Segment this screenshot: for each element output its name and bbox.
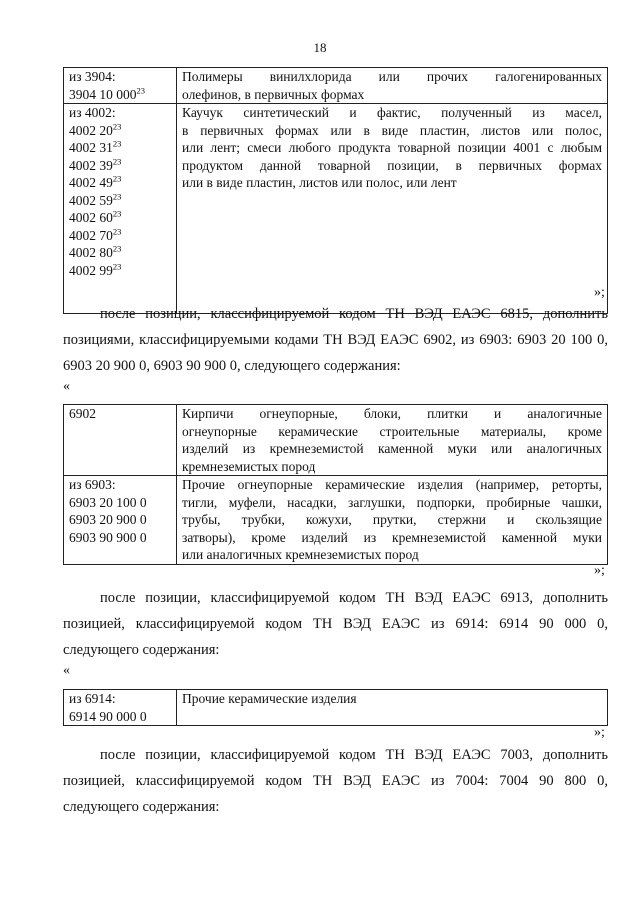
description-cell (177, 68, 608, 104)
description-line: или лент; смеси любого продукта товарной позиции 4001 с любым (182, 140, 602, 155)
tariff-code: 6903 90 900 0 (69, 529, 147, 545)
tariff-code: 6902 (69, 406, 96, 421)
code-cell (64, 68, 177, 104)
tariff-code: 4002 $60^{23}$ (69, 208, 122, 225)
paragraph-line: следующего содержания: (63, 799, 220, 815)
table-row (64, 104, 608, 314)
amendment-paragraph-3 (63, 742, 608, 820)
description-cell (177, 476, 608, 565)
tariff-code: 4002 $99^{23}$ (69, 261, 122, 278)
table-row (64, 690, 608, 726)
code-cell (64, 405, 177, 476)
tariff-code: 4002 $31^{23}$ (69, 138, 122, 155)
tariff-table-1 (63, 67, 608, 314)
description-line: огнеупорные керамические строительные материалы, кроме (182, 423, 602, 439)
tariff-code: 4002 $80^{23}$ (69, 243, 122, 260)
tariff-code: 4002 $39^{23}$ (69, 156, 122, 173)
paragraph-line: 6903 20 900 0, 6903 90 900 0, следующего содержания: (63, 358, 401, 374)
code-cell (64, 690, 177, 726)
tariff-code: из 6903: (69, 477, 116, 492)
amendment-paragraph-1 (63, 301, 608, 379)
paragraph-line: после позиции, классифицируемой кодом ТН ВЭД ЕАЭС 6815, дополнить (100, 306, 608, 322)
code-cell (64, 104, 177, 314)
description-line: или в виде пластин, листов или полос, или лент (182, 175, 457, 190)
amendment-paragraph-2 (63, 585, 608, 663)
description-line: продуктом данной товарной позиции, в первичных формах (182, 157, 602, 173)
tariff-code: 6903 20 900 0 (69, 512, 147, 527)
tariff-code: 4002 $49^{23}$ (69, 173, 122, 190)
code-cell (64, 476, 177, 565)
tariff-code: 4002 $20^{23}$ (69, 121, 122, 138)
page-number: 18 (313, 40, 327, 55)
tariff-code: 3904 10 $000^{23}$ (69, 85, 145, 102)
description-cell (177, 690, 608, 726)
tariff-table-3 (63, 689, 608, 726)
description-line: Прочие огнеупорные керамические изделия (например, реторты, (182, 477, 602, 492)
description-cell (177, 104, 608, 314)
paragraph-line: позицией, классифицируемой кодом ТН ВЭД ЕАЭС из 7004: 7004 90 800 0, (63, 773, 608, 789)
description-line: Полимеры винилхлорида или прочих галогенированных (182, 69, 602, 84)
tariff-code: 4002 $70^{23}$ (69, 226, 122, 243)
tariff-code: 6903 20 100 0 (69, 494, 147, 510)
description-line: изделий из кремнеземистой каменной муки или аналогичных (182, 441, 602, 456)
description-line: в первичных формах или в виде пластин, листов или полос, (182, 122, 602, 138)
paragraph-line: следующего содержания: (63, 642, 220, 658)
paragraph-line: позициями, классифицируемыми кодами ТН ВЭД ЕАЭС 6902, из 6903: 6903 20 100 0, (63, 332, 608, 348)
description-line: олефинов, в первичных формах (182, 86, 365, 102)
opening-quote: « (63, 379, 70, 394)
tariff-code: из 4002: (69, 105, 116, 120)
tariff-code: 4002 $59^{23}$ (69, 191, 122, 208)
description-cell (177, 405, 608, 476)
closing-quote: »; (594, 563, 605, 578)
paragraph-line: после позиции, классифицируемой кодом ТН ВЭД ЕАЭС 6913, дополнить (100, 590, 608, 606)
tariff-code: из 3904: (69, 69, 116, 84)
description-line: кремнеземистых пород (182, 458, 316, 474)
paragraph-line: после позиции, классифицируемой кодом ТН ВЭД ЕАЭС 7003, дополнить (100, 747, 608, 763)
description-line: тигли, муфели, насадки, заглушки, подпорки, пробирные чашки, (182, 494, 602, 510)
closing-quote: »; (594, 285, 605, 300)
description-line: Кирпичи огнеупорные, блоки, плитки и аналогичные (182, 406, 602, 421)
description-line: или аналогичных кремнеземистых пород (182, 547, 419, 562)
opening-quote: « (63, 663, 70, 678)
tariff-table-2 (63, 404, 608, 565)
table-row (64, 68, 608, 104)
table-row (64, 405, 608, 476)
closing-quote: »; (594, 725, 605, 740)
tariff-code: 6914 90 000 0 (69, 708, 147, 724)
description-line: затворы), кроме изделий из кремнеземистой каменной муки (182, 529, 602, 545)
table-row (64, 476, 608, 565)
paragraph-line: позицией, классифицируемой кодом ТН ВЭД ЕАЭС из 6914: 6914 90 000 0, (63, 616, 608, 632)
description-line: Прочие керамические изделия (182, 691, 357, 706)
description-line: трубы, трубки, кожухи, прутки, стержни и скользящие (182, 512, 602, 527)
tariff-code: из 6914: (69, 691, 116, 706)
description-line: Каучук синтетический и фактис, полученный из масел, (182, 105, 602, 120)
